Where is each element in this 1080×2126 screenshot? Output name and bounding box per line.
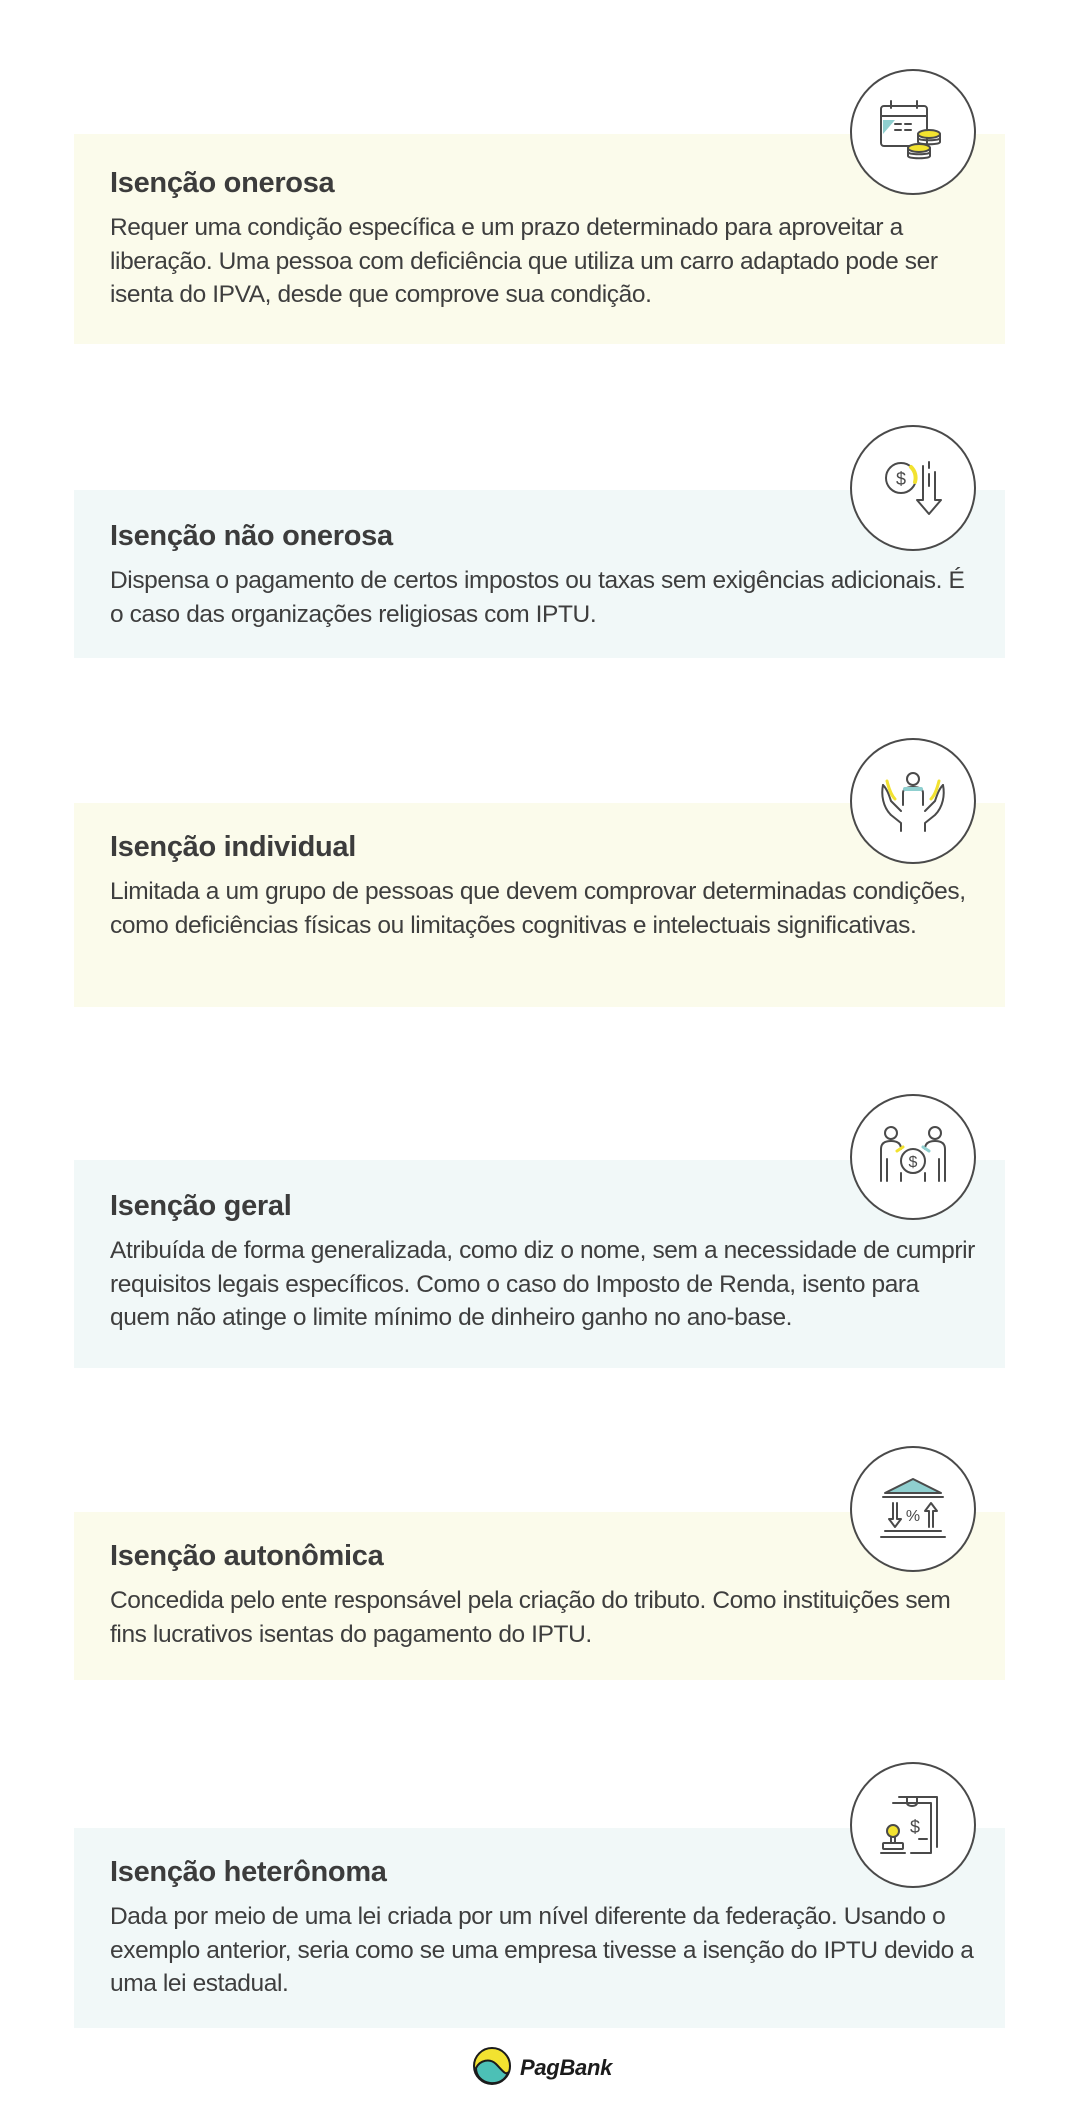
brand-name: PagBank [520,2055,613,2080]
card-description: Atribuída de forma generalizada, como diz o nome, sem a necessidade de cumprir requisitos legais específicos. Como o caso do Imposto de Renda, isento para quem não atinge o limite mínimo de dinheiro ganho no ano-base. [110,1237,975,1331]
card-title: Isenção heterônoma [110,1856,387,1888]
document-stamp-icon [850,1762,976,1888]
hands-person-icon [850,738,976,864]
svg-text:$: $ [909,1817,921,1837]
card-description: Dada por meio de uma lei criada por um nível diferente da federação. Usando o exemplo anterior, seria como se uma empresa tivesse a isenção do IPTU devido a uma lei estadual. [110,1903,974,1997]
card-title: Isenção não onerosa [110,520,393,552]
card-description: Limitada a um grupo de pessoas que devem comprovar determinadas condições, como deficiências físicas ou limitações cognitivas e intelectuais significativas. [110,878,966,939]
bank-percent-icon [850,1446,976,1572]
card-title: Isenção geral [110,1190,292,1222]
svg-text:$: $ [908,1154,918,1171]
card-title: Isenção individual [110,831,356,863]
card-description: Concedida pelo ente responsável pela criação do tributo. Como instituições sem fins lucrativos isentas do pagamento do IPTU. [110,1587,951,1648]
pagbank-logo-icon [472,2046,512,2091]
card-title: Isenção onerosa [110,167,335,199]
coin-down-arrow-icon [850,425,976,551]
svg-text:%: % [905,1508,921,1525]
svg-text:$: $ [895,469,907,489]
card-title: Isenção autonômica [110,1540,384,1572]
calendar-coins-icon [850,69,976,195]
card-description: Dispensa o pagamento de certos impostos ou taxas sem exigências adicionais. É o caso das organizações religiosas com IPTU. [110,567,965,628]
pagbank-logo [472,2048,612,2088]
people-money-exchange-icon [850,1094,976,1220]
card-description: Requer uma condição específica e um prazo determinado para aproveitar a liberação. Uma pessoa com deficiência que utiliza um carro adaptado pode ser isenta do IPVA, desde que comprove sua condição. [110,214,938,308]
